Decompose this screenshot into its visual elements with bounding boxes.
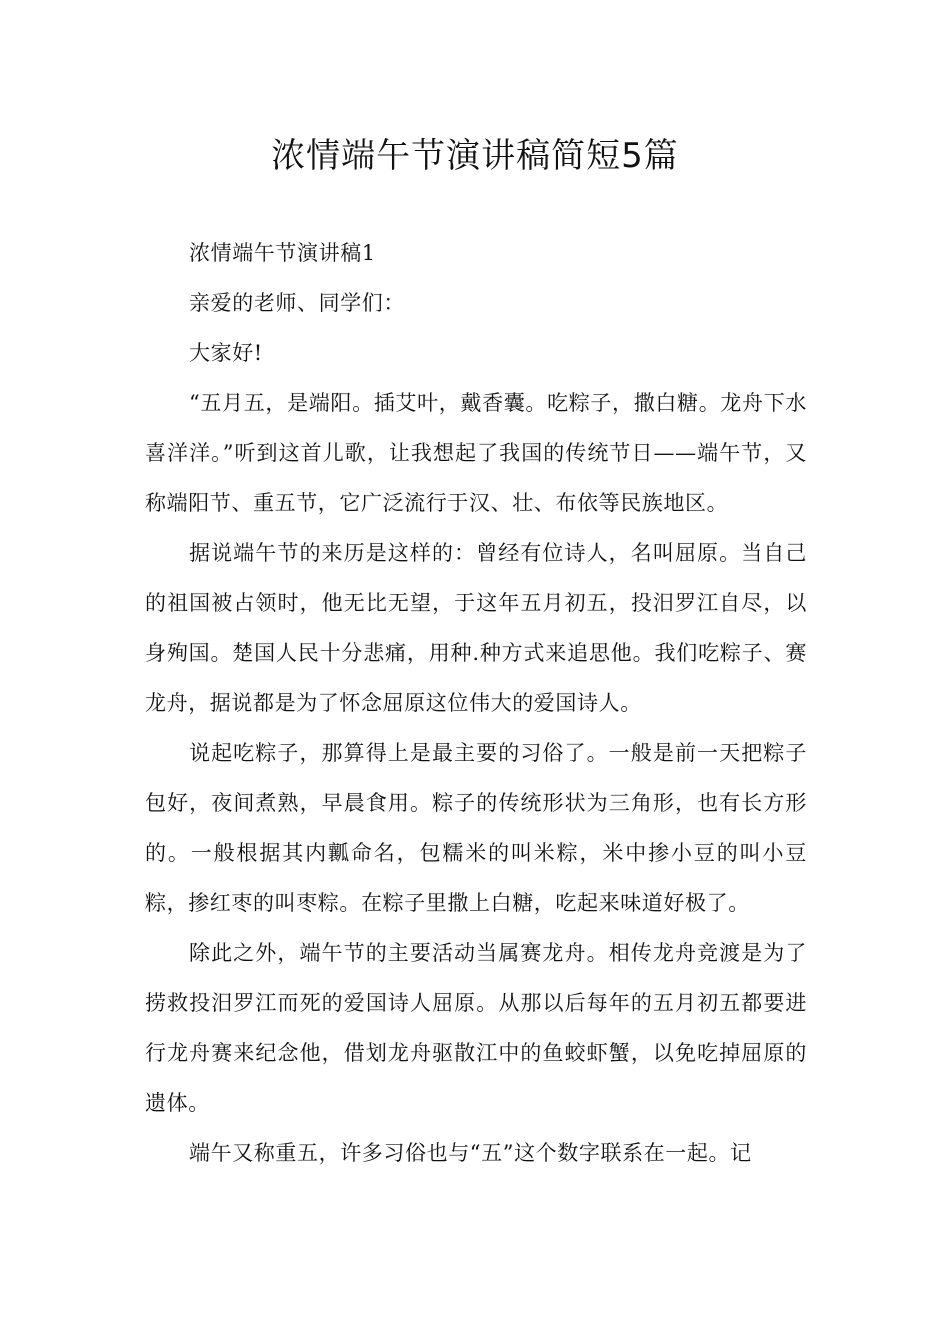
paragraph: 端午又称重五，许多习俗也与“五”这个数字联系在一起。记 bbox=[189, 1141, 752, 1165]
paragraph: 说起吃粽子，那算得上是最主要的习俗了。一般是前一天把粽子包好，夜间煮熟，早晨食用。粽子的传统形状为三角形，也有长方形的。一般根据其内瓤命名，包糯米的叫米粽，米中掺小豆的叫小豆粽，掺红枣的叫枣粽。在粽子里撒上白糖，吃起来味道好极了。 bbox=[145, 741, 807, 915]
document-title: 浓情端午节演讲稿简短5篇 bbox=[271, 136, 679, 176]
paragraph: “五月五，是端阳。插艾叶，戴香囊。吃粽子，撒白糖。龙舟下水喜洋洋。”听到这首儿歌，让我想起了我国的传统节日——端午节，又称端阳节、重五节，它广泛流行于汉、壮、布依等民族地区。 bbox=[145, 391, 807, 515]
paragraph: 除此之外，端午节的主要活动当属赛龙舟。相传龙舟竞渡是为了捞救投汨罗江而死的爱国诗人屈原。从那以后每年的五月初五都要进行龙舟赛来纪念他，借划龙舟驱散江中的鱼蛟虾蟹，以免吃掉屈原的遗体。 bbox=[145, 941, 807, 1115]
speech-heading: 浓情端午节演讲稿1 bbox=[189, 241, 376, 265]
document-body bbox=[145, 228, 807, 1178]
greeting: 大家好! bbox=[189, 341, 263, 365]
salutation: 亲爱的老师、同学们： bbox=[189, 291, 405, 315]
paragraph: 据说端午节的来历是这样的：曾经有位诗人，名叫屈原。当自己的祖国被占领时，他无比无望，于这年五月初五，投汨罗江自尽，以身殉国。楚国人民十分悲痛，用种.种方式来追思他。我们吃粽子、赛龙舟，据说都是为了怀念屈原这位伟大的爱国诗人。 bbox=[145, 541, 807, 715]
